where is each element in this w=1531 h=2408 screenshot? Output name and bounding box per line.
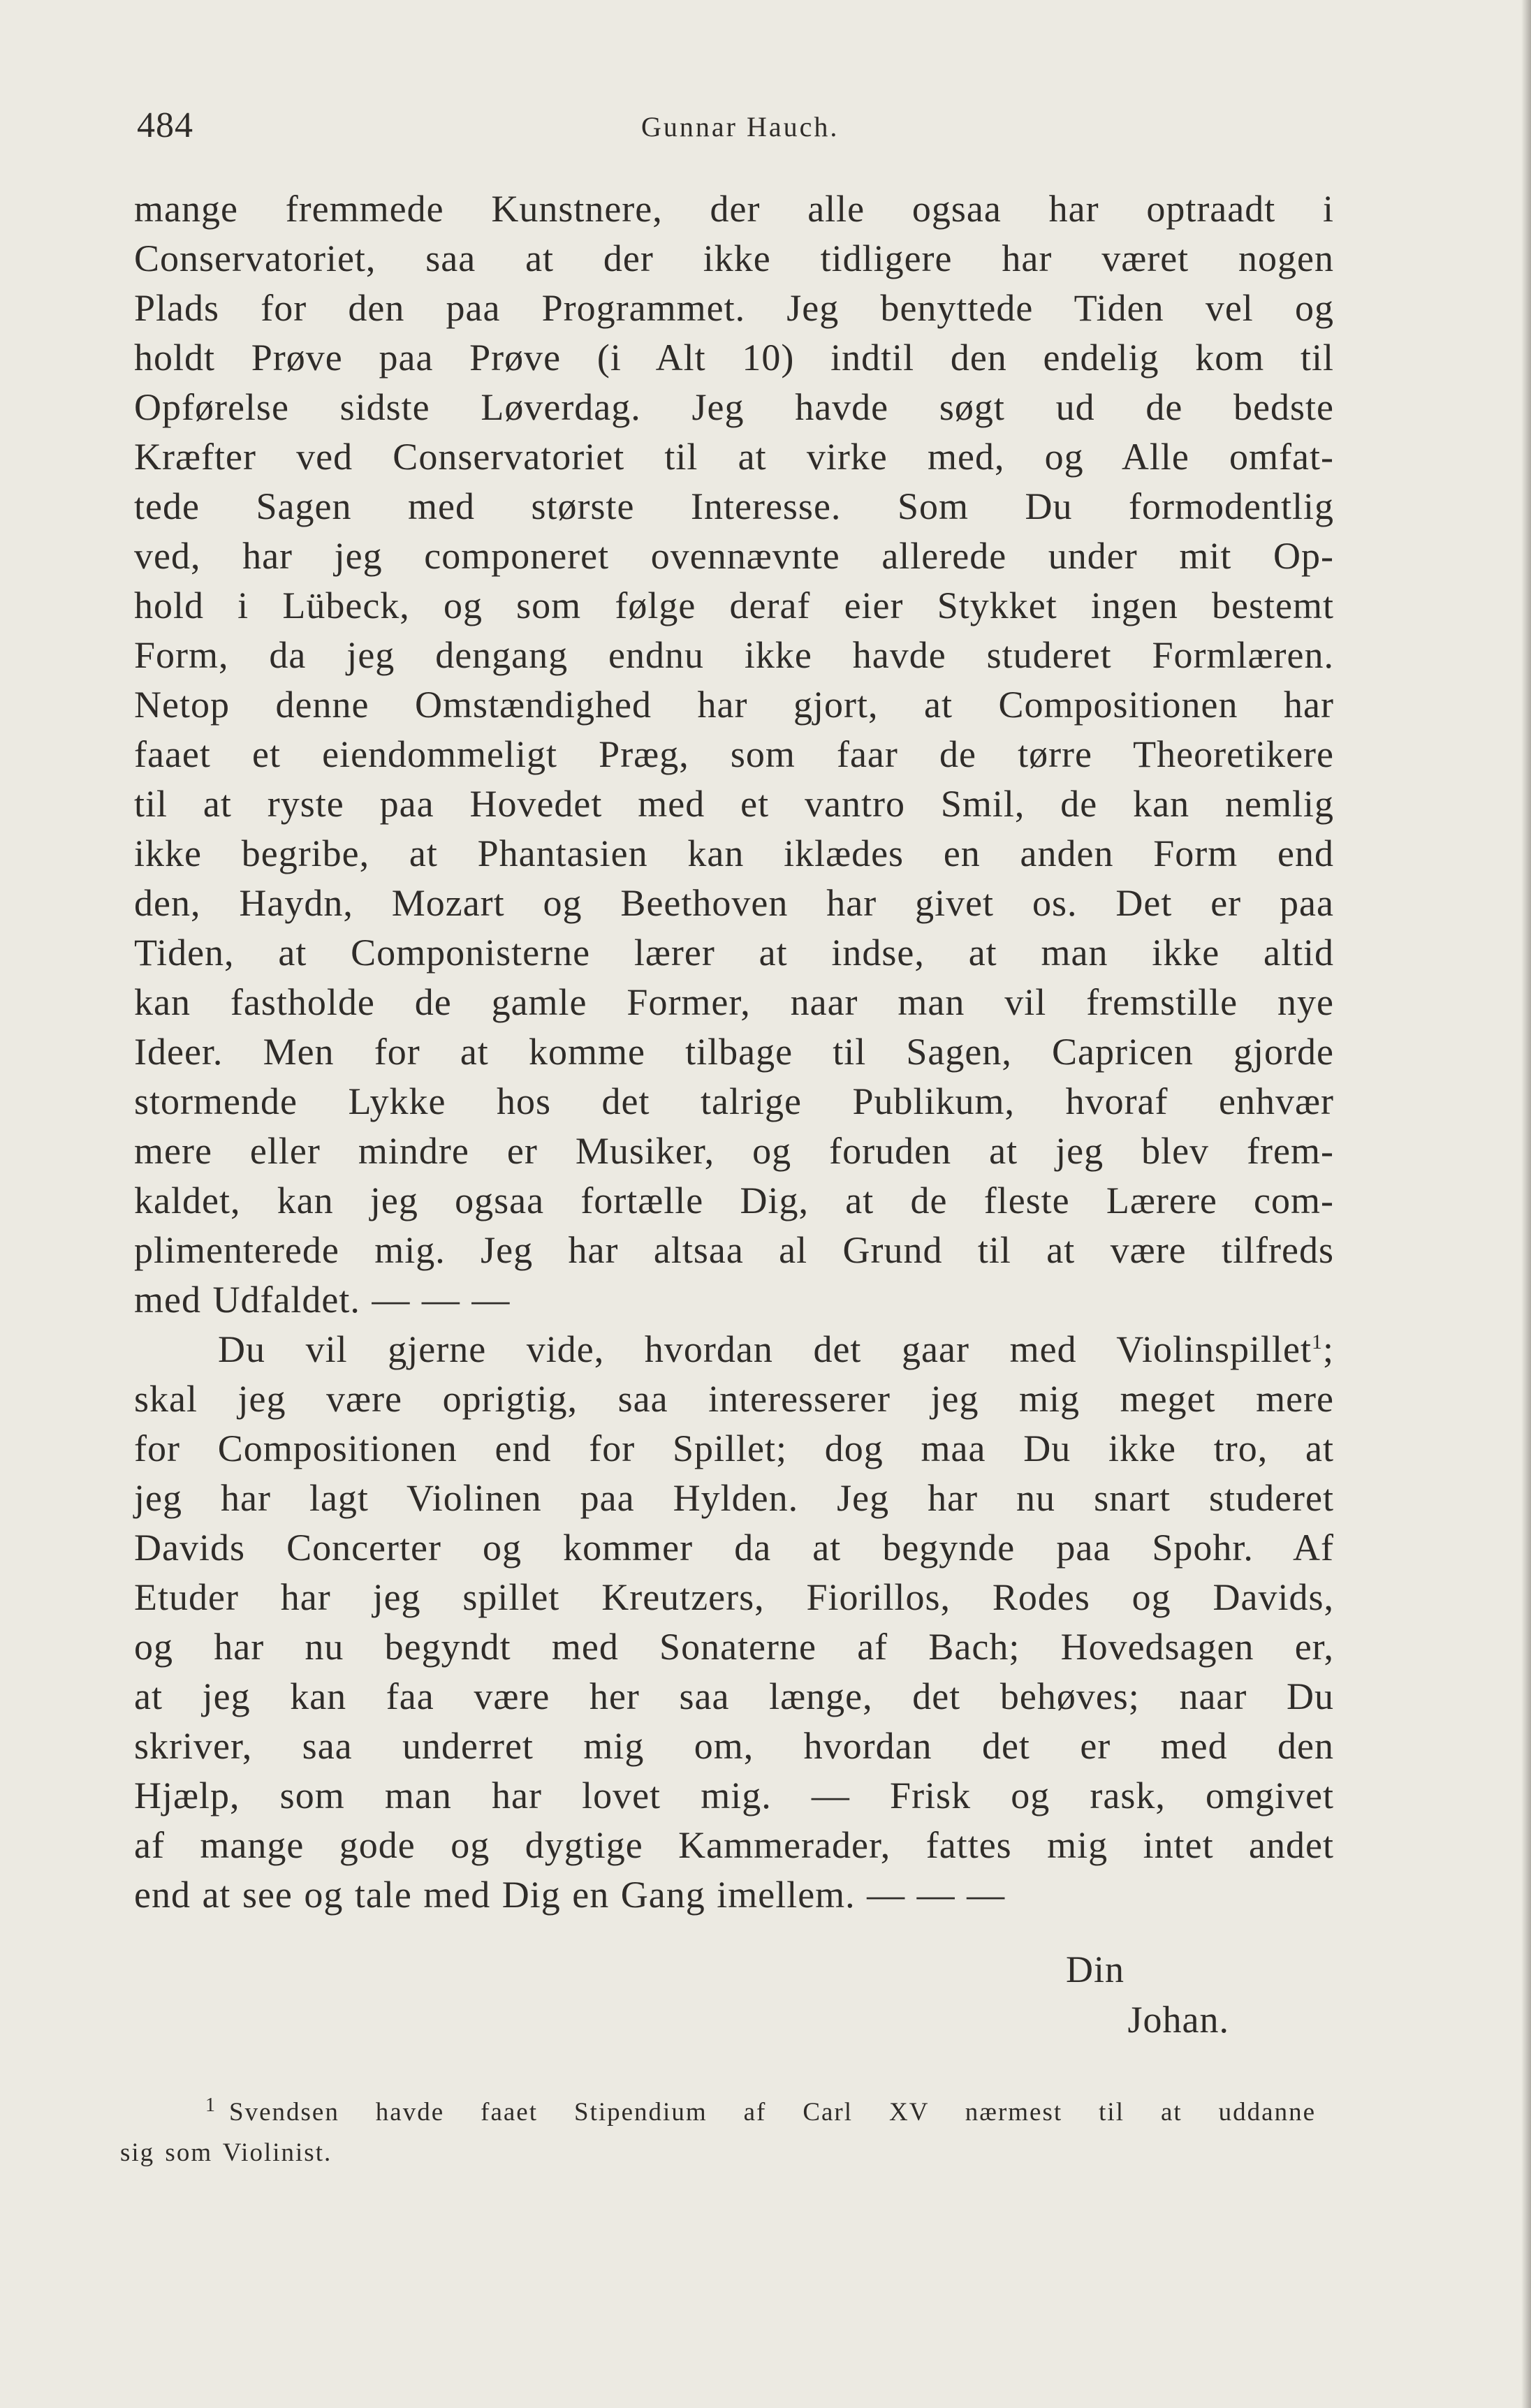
text-line: Ideer. Men for at komme tilbage til Sagen, Capricen gjorde xyxy=(134,1031,1334,1073)
footnote xyxy=(120,2092,1316,2173)
text-line: Netop denne Omstændighed har gjort, at Compositionen har xyxy=(134,684,1334,726)
text-line: at jeg kan faa være her saa længe, det behøves; naar Du xyxy=(134,1675,1334,1717)
signature: Johan. xyxy=(1127,1999,1229,2041)
running-title: Gunnar Hauch. xyxy=(641,111,840,142)
text-line: faaet et eiendommeligt Præg, som faar de tørre Theoretikere xyxy=(134,733,1334,775)
text-segment: ; xyxy=(1322,1328,1334,1370)
text-line: til at ryste paa Hovedet med et vantro Smil, de kan nemlig xyxy=(134,783,1334,825)
text-line: kaldet, kan jeg ogsaa fortælle Dig, at de fleste Lærere com- xyxy=(134,1180,1334,1221)
text-line: Etuder har jeg spillet Kreutzers, Fiorillos, Rodes og Davids, xyxy=(134,1576,1334,1618)
text-line: kan fastholde de gamle Former, naar man vil fremstille nye xyxy=(134,981,1334,1023)
closing-salutation: Din xyxy=(1066,1948,1125,1990)
text-line: Tiden, at Componisterne lærer at indse, at man ikke altid xyxy=(134,932,1334,974)
text-line: mere eller mindre er Musiker, og foruden at jeg blev frem- xyxy=(134,1130,1334,1172)
text-line: holdt Prøve paa Prøve (i Alt 10) indtil den endelig kom til xyxy=(134,337,1334,379)
text-line: Form, da jeg dengang endnu ikke havde studeret Formlæren. xyxy=(134,634,1334,676)
footnote-line xyxy=(120,2092,1316,2133)
footnote-mark: 1 xyxy=(205,2094,217,2116)
page-number: 484 xyxy=(137,105,193,145)
page-edge-shadow xyxy=(1521,0,1531,2408)
text-line: plimenterede mig. Jeg har altsaa al Grund til at være tilfreds xyxy=(134,1229,1334,1271)
text-line: ved, har jeg componeret ovennævnte allerede under mit Op- xyxy=(134,535,1334,577)
footnote-line: sig som Violinist. xyxy=(120,2138,332,2167)
text-line: Hjælp, som man har lovet mig. — Frisk og rask, omgivet xyxy=(134,1775,1334,1816)
text-line: Kræfter ved Conservatoriet til at virke med, og Alle omfat- xyxy=(134,436,1334,478)
text-line: hold i Lübeck, og som følge deraf eier Stykket ingen bestemt xyxy=(134,585,1334,626)
text-line: end at see og tale med Dig en Gang imellem. — — — xyxy=(134,1874,1006,1916)
text-line: skriver, saa underret mig om, hvordan det er med den xyxy=(134,1725,1334,1767)
text-line: Conservatoriet, saa at der ikke tidligere har været nogen xyxy=(134,237,1334,279)
text-line: tede Sagen med største Interesse. Som Du formodentlig xyxy=(134,485,1334,527)
text-line: Opførelse sidste Løverdag. Jeg havde søgt ud de bedste xyxy=(134,386,1334,428)
text-line: med Udfaldet. — — — xyxy=(134,1279,511,1321)
text-line: mange fremmede Kunstnere, der alle ogsaa har optraadt i xyxy=(134,188,1334,230)
text-line: stormende Lykke hos det talrige Publikum, hvoraf enhvær xyxy=(134,1080,1334,1122)
body-text xyxy=(134,184,1334,1920)
footnote-reference[interactable]: 1 xyxy=(1311,1330,1323,1353)
text-line: for Compositionen end for Spillet; dog maa Du ikke tro, at xyxy=(134,1427,1334,1469)
paragraph-start-line xyxy=(134,1325,1334,1374)
text-line: skal jeg være oprigtig, saa interesserer jeg mig meget mere xyxy=(134,1378,1334,1420)
text-line: jeg har lagt Violinen paa Hylden. Jeg har nu snart studeret xyxy=(134,1477,1334,1519)
text-line: Davids Concerter og kommer da at begynde paa Spohr. Af xyxy=(134,1527,1334,1569)
text-line: den, Haydn, Mozart og Beethoven har givet os. Det er paa xyxy=(134,882,1334,924)
footnote-text: Svendsen havde faaet Stipendium af Carl XV nærmest til at uddanne xyxy=(229,2098,1316,2127)
text-line: og har nu begyndt med Sonaterne af Bach; Hovedsagen er, xyxy=(134,1626,1334,1668)
text-segment: Du vil gjerne vide, hvordan det gaar med Violinspillet xyxy=(218,1328,1312,1370)
text-line: af mange gode og dygtige Kammerader, fattes mig intet andet xyxy=(134,1824,1334,1866)
text-line: ikke begribe, at Phantasien kan iklædes en anden Form end xyxy=(134,832,1334,874)
text-line: Plads for den paa Programmet. Jeg benyttede Tiden vel og xyxy=(134,287,1334,329)
